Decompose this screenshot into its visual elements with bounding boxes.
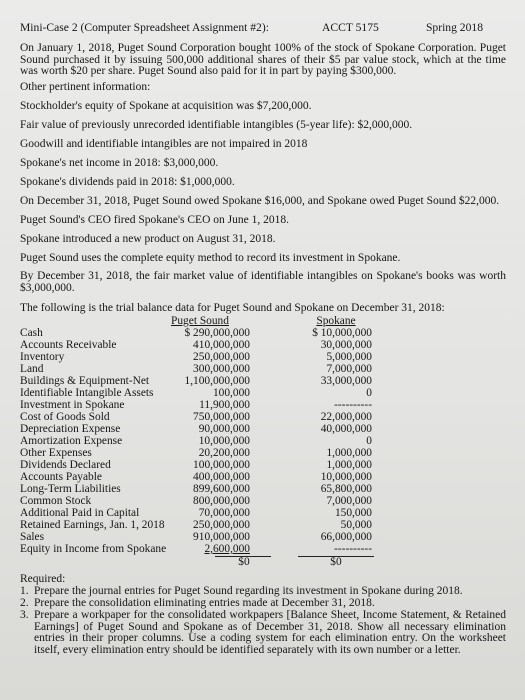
- spokane-value: ----------: [334, 543, 372, 555]
- row-label: Cost of Goods Sold: [20, 411, 110, 423]
- item-number: 1.: [20, 585, 29, 597]
- fact-impairment: Goodwill and identifiable intangibles are not impaired in 2018: [20, 138, 308, 150]
- row-label: Equity in Income from Spokane: [20, 543, 167, 555]
- puget-value: 100,000: [212, 387, 250, 399]
- puget-value: $ 290,000,000: [184, 327, 250, 339]
- page-header: [20, 21, 507, 37]
- intro-paragraph: On January 1, 2018, Puget Sound Corporation bought 100% of the stock of Spokane Corporation. Puget Sound purchased it by issuing 500,000 additional shares of their $5 par value stock, which at the time was worth $20 per share. Puget Sound also paid for it in part by paying $300,000.: [20, 42, 506, 77]
- puget-value: 910,000,000: [193, 531, 250, 543]
- spokane-value: $ 10,000,000: [312, 327, 372, 339]
- item-number: 3.: [20, 609, 29, 621]
- fact-new-product: Spokane introduced a new product on August 31, 2018.: [20, 233, 276, 245]
- puget-value: 2,600,000: [204, 543, 250, 555]
- spokane-value: 0: [366, 387, 372, 399]
- row-label: Inventory: [20, 351, 65, 363]
- col-header-spokane: Spokane: [316, 315, 356, 327]
- puget-value: 250,000,000: [193, 351, 250, 363]
- puget-value: 70,000,000: [198, 507, 250, 519]
- puget-value: 20,200,000: [198, 447, 250, 459]
- course-code: ACCT 5175: [322, 21, 379, 34]
- row-label: Investment in Spokane: [20, 399, 125, 411]
- spokane-value: ----------: [334, 399, 372, 411]
- fair-value-note: By December 31, 2018, the fair market value of identifiable intangibles on Spokane's books was worth $3,000,000.: [20, 270, 506, 294]
- row-label: Dividends Declared: [20, 459, 111, 471]
- item-number: 2.: [20, 597, 29, 609]
- puget-value: 899,600,000: [193, 483, 250, 495]
- spokane-total: $0: [330, 556, 342, 568]
- puget-value: 800,000,000: [193, 495, 250, 507]
- row-label: Additional Paid in Capital: [20, 507, 140, 519]
- spokane-value: 1,000,000: [326, 459, 372, 471]
- row-label: Accounts Receivable: [20, 339, 117, 351]
- row-label: Other Expenses: [20, 447, 92, 459]
- spokane-value: 40,000,000: [320, 423, 372, 435]
- spokane-value: 65,800,000: [320, 483, 372, 495]
- spokane-value: 66,000,000: [320, 531, 372, 543]
- fact-ceo: Puget Sound's CEO fired Spokane's CEO on June 1, 2018.: [20, 214, 289, 226]
- spokane-value: 5,000,000: [326, 351, 372, 363]
- required-label: Required:: [20, 573, 66, 585]
- trial-balance-intro: The following is the trial balance data for Puget Sound and Spokane on December 31, 2018:: [20, 302, 445, 314]
- row-label: Identifiable Intangible Assets: [20, 387, 154, 399]
- item-text: Prepare a workpaper for the consolidated workpapers [Balance Sheet, Income Statement, & Retained Earnings] of Puget Sound and Spokane as of December 31, 2018. Show all necessary elimination entries in their proper columns. Use a coding system for each elimination entry. On the worksheet itself, every elimination entry should be identified separately with its own number or a letter.: [34, 609, 506, 656]
- fact-dividends: Spokane's dividends paid in 2018: $1,000,000.: [20, 176, 235, 188]
- spokane-value: 30,000,000: [320, 339, 372, 351]
- puget-value: 750,000,000: [193, 411, 250, 423]
- puget-value: 100,000,000: [193, 459, 250, 471]
- puget-value: 1,100,000,000: [184, 375, 250, 387]
- puget-value: 400,000,000: [193, 471, 250, 483]
- puget-value: 410,000,000: [193, 339, 250, 351]
- row-label: Long-Term Liabilities: [20, 483, 121, 495]
- fact-equity: Stockholder's equity of Spokane at acquisition was $7,200,000.: [20, 100, 312, 112]
- spokane-value: 0: [366, 435, 372, 447]
- row-label: Depreciation Expense: [20, 423, 121, 435]
- row-label: Buildings & Equipment-Net: [20, 375, 150, 387]
- row-label: Amortization Expense: [20, 435, 123, 447]
- row-label: Sales: [20, 531, 45, 543]
- puget-value: 90,000,000: [198, 423, 250, 435]
- spokane-value: 33,000,000: [320, 375, 372, 387]
- spokane-value: 7,000,000: [326, 495, 372, 507]
- fact-equity-method: Puget Sound uses the complete equity method to record its investment in Spokane.: [20, 252, 401, 264]
- row-label: Land: [20, 363, 44, 375]
- puget-value: 11,900,000: [199, 399, 250, 411]
- puget-value: 10,000,000: [198, 435, 250, 447]
- item-text: Prepare the consolidation eliminating entries made at December 31, 2018.: [34, 597, 375, 609]
- fact-intangibles: Fair value of previously unrecorded identifiable intangibles (5-year life): $2,000,000.: [20, 119, 413, 131]
- spokane-value: 10,000,000: [320, 471, 372, 483]
- item-text: Prepare the journal entries for Puget Sound regarding its investment in Spokane during 2018.: [34, 585, 463, 597]
- spokane-value: 50,000: [340, 519, 372, 531]
- row-label: Accounts Payable: [20, 471, 102, 483]
- term: Spring 2018: [425, 21, 483, 34]
- spokane-value: 7,000,000: [326, 363, 372, 375]
- row-label: Common Stock: [20, 495, 92, 507]
- other-info-label: Other pertinent information:: [20, 81, 151, 93]
- puget-value: 300,000,000: [193, 363, 250, 375]
- fact-intercompany: On December 31, 2018, Puget Sound owed Spokane $16,000, and Spokane owed Puget Sound $22,000.: [20, 195, 500, 207]
- row-label: Retained Earnings, Jan. 1, 2018: [20, 519, 165, 531]
- assignment-title: Mini-Case 2 (Computer Spreadsheet Assignment #2):: [20, 21, 269, 34]
- fact-net-income: Spokane's net income in 2018: $3,000,000.: [20, 157, 219, 169]
- spokane-value: 1,000,000: [326, 447, 372, 459]
- row-label: Cash: [20, 327, 43, 339]
- puget-total: $0: [238, 556, 250, 568]
- spokane-value: 22,000,000: [320, 411, 372, 423]
- col-header-puget: Puget Sound: [171, 315, 229, 327]
- spokane-value: 150,000: [334, 507, 372, 519]
- puget-value: 250,000,000: [193, 519, 250, 531]
